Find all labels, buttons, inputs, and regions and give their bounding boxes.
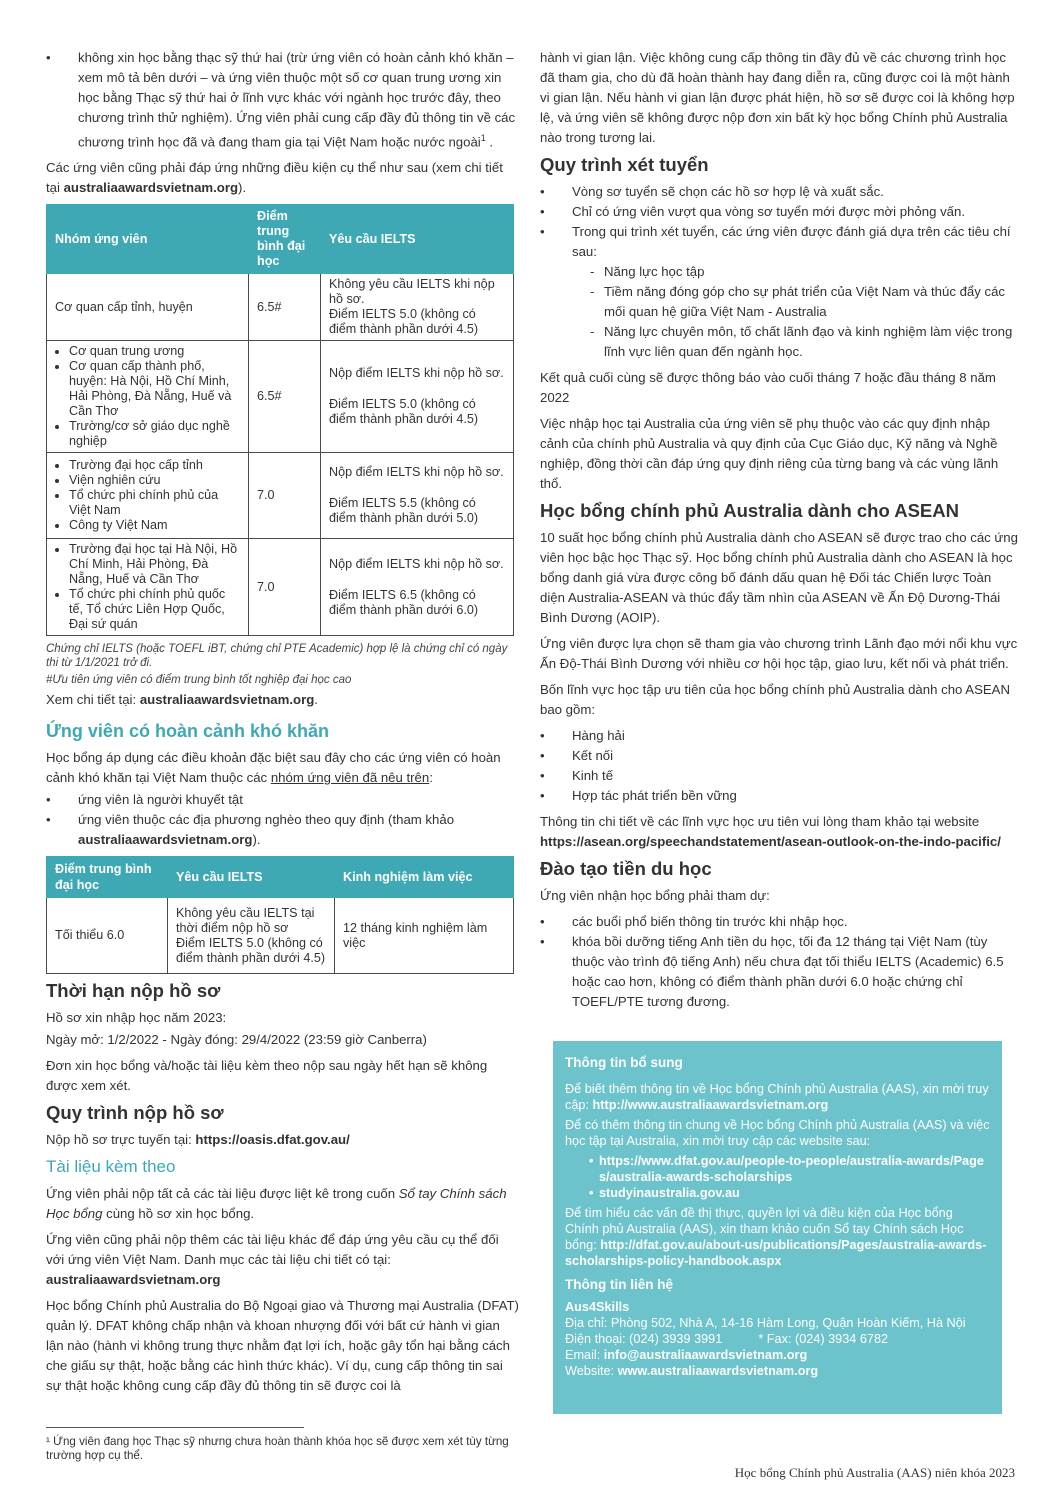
- study-link[interactable]: • studyinaustralia.gov.au: [589, 1185, 990, 1201]
- contact-address: Địa chỉ: Phòng 502, Nhà A, 14-16 Hàm Long, Quận Hoàn Kiếm, Hà Nội: [565, 1316, 966, 1330]
- list-item: - Tiềm năng đóng góp cho sự phát triển của Việt Nam và thúc đẩy các mối quan hệ giữa Việt Nam - Australia: [604, 282, 1018, 322]
- aas-link[interactable]: http://www.australiaawardsvietnam.org: [592, 1098, 829, 1112]
- right-column: [540, 48, 1018, 1012]
- selection-heading: Quy trình xét tuyển: [540, 154, 709, 175]
- list-item: • Trong qui trình xét tuyển, các ứng viên được đánh giá dựa trên các tiêu chí sau:: [540, 222, 1018, 262]
- list-item: • Vòng sơ tuyển sẽ chọn các hồ sơ hợp lệ và xuất sắc.: [540, 182, 1018, 202]
- handbook-link[interactable]: http://dfat.gov.au/about-us/publications/Pages/australia-awards-scholarships-policy-handbook.aspx: [565, 1238, 987, 1268]
- asean-fields-list: [540, 726, 1018, 806]
- result-text: Kết quả cuối cùng sẽ được thông báo vào cuối tháng 7 hoặc đầu tháng 8 năm 2022: [540, 370, 996, 405]
- contact-heading: Thông tin liên hệ: [565, 1277, 673, 1292]
- table-note: #Ưu tiên ứng viên có điểm trung bình tốt nghiệp đại học cao: [46, 674, 352, 687]
- table-row: Cơ quan cấp tỉnh, huyện 6.5# Không yêu cầu IELTS khi nộp hồ sơ. Điểm IELTS 5.0 (không có điểm thành phần dưới 4.5): [47, 274, 514, 341]
- hardship-intro: Học bổng áp dụng các điều khoản đặc biệt sau đây cho các ứng viên có hoàn cảnh khó khăn tại Việt Nam thuộc các nhóm ứng viên đã nêu trên:: [46, 750, 501, 786]
- contact-org: Aus4Skills: [565, 1300, 630, 1314]
- left-column: [46, 48, 520, 1402]
- table-row: • Trường đại học cấp tỉnh • Viện nghiên cứu • Tổ chức phi chính phủ của Việt Nam • Công ty Việt Nam 7.0 Nộp điểm IELTS khi nộp hồ sơ. Điểm IELTS 5.5 (không có điểm thành phần dưới 5.0): [47, 453, 514, 539]
- oasis-link[interactable]: https://oasis.dfat.gov.au/: [195, 1132, 350, 1148]
- info-box: [553, 1041, 1002, 1414]
- page-footer: Học bổng Chính phủ Australia (AAS) niên khóa 2023: [734, 1465, 1015, 1480]
- info-links: [565, 1153, 990, 1201]
- requirements-table: [46, 204, 514, 636]
- eligibility-list: [46, 48, 520, 152]
- predeparture-list: [540, 912, 1018, 1012]
- table-header: Điểm trung bình đại học: [249, 205, 321, 274]
- list-item: • Hàng hải: [540, 726, 1018, 746]
- asean-text: Thông tin chi tiết về các lĩnh vực học ưu tiên vui lòng tham khảo tại website: [540, 814, 980, 829]
- hardship-heading: Ứng viên có hoàn cảnh khó khăn: [46, 721, 329, 742]
- hardship-list: [46, 790, 520, 850]
- conditions-link[interactable]: australiaawardsvietnam.org: [63, 180, 239, 196]
- contact-phone: Điện thoại: (024) 3939 3991 * Fax: (024) 3934 6782: [565, 1332, 889, 1346]
- table-header: Yêu cầu IELTS: [168, 857, 335, 898]
- list-item: • Kinh tế: [540, 766, 1018, 786]
- selection-list: [540, 182, 1018, 262]
- info-text: Để biết thêm thông tin về Học bổng Chính phủ Australia (AAS), xin mời truy cập: http://www.australiaawardsvietnam.org: [565, 1082, 989, 1112]
- list-item: • các buổi phổ biến thông tin trước khi nhập học.: [540, 912, 1018, 932]
- list-item: • Chỉ có ứng viên vượt qua vòng sơ tuyển mới được mời phỏng vấn.: [540, 202, 1018, 222]
- documents-heading: Tài liệu kèm theo: [46, 1157, 176, 1177]
- footnote-divider: [46, 1427, 304, 1428]
- list-item: • ứng viên thuộc các địa phương nghèo theo quy định (tham khảo australiaawardsvietnam.org).: [46, 810, 520, 850]
- website-link[interactable]: www.australiaawardsvietnam.org: [617, 1364, 819, 1378]
- asean-text: Bốn lĩnh vực học tập ưu tiên của học bổng chính phủ Australia dành cho ASEAN bao gồm:: [540, 682, 1011, 717]
- asean-text: Ứng viên được lựa chọn sẽ tham gia vào chương trình Lãnh đạo mới nổi khu vực Ấn Độ-Thái Bình Dương với nhiều cơ hội học tập, giao lưu, kết nối và phát triển.: [540, 636, 1018, 671]
- fraud-text: Học bổng Chính phủ Australia do Bộ Ngoại giao và Thương mại Australia (DFAT) quản lý. DFAT không chấp nhận và khoan nhượng đối với bất cứ hành vi gian lận nào (hành vi không trung thực nhằm đạt lợi ích, hoặc gây tổn hại bằng cách che giấu sự thật, hoặc bằng các hình thức khác). Ví dụ, cung cấp thông tin sai sự thật hoặc không cung cấp đầy đủ thông tin sẽ được coi là: [46, 1298, 519, 1394]
- list-item: • Kết nối: [540, 746, 1018, 766]
- submit-text: Nộp hồ sơ trực tuyến tại: https://oasis.dfat.gov.au/: [46, 1132, 350, 1148]
- contact-email: Email: info@australiaawardsvietnam.org: [565, 1348, 808, 1362]
- submit-heading: Quy trình nộp hồ sơ: [46, 1102, 224, 1124]
- list-item: • ứng viên là người khuyết tật: [46, 790, 520, 810]
- see-more: Xem chi tiết tại: australiaawardsvietnam.org.: [46, 692, 318, 708]
- table-row: Tối thiểu 6.0 Không yêu cầu IELTS tại thời điểm nộp hồ sơ Điểm IELTS 5.0 (không có điểm thành phần dưới 4.5) 12 tháng kinh nghiệm làm việc: [47, 898, 514, 974]
- documents-link[interactable]: australiaawardsvietnam.org: [46, 1272, 221, 1288]
- table-header: Yêu cầu IELTS: [321, 205, 514, 274]
- deadline-text: Hồ sơ xin nhập học năm 2023:: [46, 1010, 227, 1026]
- info-text: Để tìm hiểu các vấn đề thị thực, quyền lợi và điều kiện của Học bổng Chính phủ Australia (AAS), xin tham khảo cuốn Sổ tay Chính sách Học bổng: http://dfat.gov.au/about-us/publications/Pages/australia-awards-scholarships-policy-handbook.aspx: [565, 1206, 987, 1268]
- documents-text: Ứng viên phải nộp tất cả các tài liệu được liệt kê trong cuốn Sổ tay Chính sách Học bổng cùng hồ sơ xin học bổng.: [46, 1186, 507, 1222]
- predeparture-heading: Đào tạo tiền du học: [540, 858, 712, 879]
- fraud-text-cont: hành vi gian lận. Việc không cung cấp thông tin đầy đủ về các chương trình học đã tham gia, cho dù đã hoàn thành hay đang diễn ra, cũng được coi là một hành vi gian lận. Nếu hành vi gian lận được phát hiện, hồ sơ sẽ được coi là không hợp lệ, và ứng viên sẽ không được nộp đơn xin bất kỳ học bổng Chính phủ Australia nào trong tương lai.: [540, 50, 1015, 145]
- contact-website: Website: www.australiaawardsvietnam.org: [565, 1364, 819, 1378]
- deadline-note: Đơn xin học bổng và/hoặc tài liệu kèm theo nộp sau ngày hết hạn sẽ không được xem xét.: [46, 1058, 488, 1094]
- info-text: Để có thêm thông tin chung về Học bổng Chính phủ Australia (AAS) và việc học tập tại Australia, xin mời truy cập các website sau:: [565, 1118, 990, 1148]
- table-header: Điểm trung bình đại học: [47, 857, 168, 898]
- table-header: Nhóm ứng viên: [47, 205, 249, 274]
- asean-link[interactable]: https://asean.org/speechandstatement/asean-outlook-on-the-indo-pacific/: [540, 834, 1001, 849]
- list-item: • khóa bồi dưỡng tiếng Anh tiền du học, tối đa 12 tháng tại Việt Nam (tùy thuộc vào trình độ tiếng Anh) nếu chưa đạt tối thiểu IELTS (Academic) 6.5 hoặc cao hơn, không có điểm thành phần dưới 6.0 hoặc chứng chỉ TOEFL/PTE tương đương.: [540, 932, 1018, 1012]
- documents-text: Ứng viên cũng phải nộp thêm các tài liệu khác để đáp ứng yêu cầu cụ thể đối với ứng viên Việt Nam. Danh mục các tài liệu chi tiết có tại:: [46, 1232, 499, 1268]
- hardship-link[interactable]: australiaawardsvietnam.org: [78, 832, 253, 848]
- email-link[interactable]: info@australiaawardsvietnam.org: [603, 1348, 808, 1362]
- asean-heading: Học bổng chính phủ Australia dành cho ASEAN: [540, 500, 959, 521]
- footnote: ¹ Ứng viên đang học Thạc sỹ nhưng chưa hoàn thành khóa học sẽ được xem xét tùy từng trường hợp cụ thể.: [46, 1435, 509, 1462]
- see-more-link[interactable]: australiaawardsvietnam.org: [139, 692, 315, 708]
- conditions-intro: Các ứng viên cũng phải đáp ứng những điều kiện cụ thể như sau (xem chi tiết tại australiaawardsvietnam.org).: [46, 160, 503, 196]
- asean-text: 10 suất học bổng chính phủ Australia dành cho ASEAN sẽ được trao cho các ứng viên học bậc học Thạc sỹ. Học bổng chính phủ Australia dành cho ASEAN là học bổng danh giá vừa được công bố đánh dấu quan hệ Đối tác Chiến lược Toàn diện Australia-ASEAN và thúc đẩy tầm nhìn của ASEAN về Ấn Độ Dương-Thái Bình Dương (AOIP).: [540, 530, 1018, 625]
- list-item: - Năng lực học tập: [604, 262, 1018, 282]
- list-item: • không xin học bằng thạc sỹ thứ hai (trừ ứng viên có hoàn cảnh khó khăn – xem mô tả bên dưới – và ứng viên thuộc một số cơ quan trung ương xin học bằng Thạc sỹ thứ hai ở lĩnh vực khác với ngành học trước đây, theo chương trình thử nghiệm). Ứng viên phải cung cấp đầy đủ thông tin về các chương trình học đã và đang tham gia tại Việt Nam hoặc nước ngoài$^1$ .: [46, 48, 520, 152]
- footnote-marker[interactable]: 1: [480, 133, 486, 143]
- criteria-list: [540, 262, 1018, 362]
- entry-text: Việc nhập học tại Australia của ứng viên sẽ phụ thuộc vào các quy định nhập cảnh của chính phủ Australia và quy định của Cục Giáo dục, Kỹ năng và Nghề nghiệp, đồng thời cần đáp ứng quy định riêng của từng bang và các vùng lãnh thổ.: [540, 416, 999, 491]
- list-item: - Năng lực chuyên môn, tố chất lãnh đạo và kinh nghiệm làm việc trong lĩnh vực liên quan đến ngành học.: [604, 322, 1018, 362]
- table-header: Kinh nghiệm làm việc: [335, 857, 514, 898]
- deadline-heading: Thời hạn nộp hồ sơ: [46, 980, 221, 1002]
- dfat-link[interactable]: • https://www.dfat.gov.au/people-to-people/australia-awards/Pages/australia-awards-scholarships: [589, 1153, 990, 1185]
- table-note: Chứng chỉ IELTS (hoặc TOEFL iBT, chứng chỉ PTE Academic) hợp lệ là chứng chỉ có ngày thi từ 1/1/2021 trở đi.: [46, 643, 508, 670]
- deadline-dates: Ngày mở: 1/2/2022 - Ngày đóng: 29/4/2022 (23:59 giờ Canberra): [46, 1032, 427, 1048]
- table-row: • Trường đại học tại Hà Nội, Hồ Chí Minh, Hải Phòng, Đà Nẵng, Huế và Cần Thơ • Tổ chức phi chính phủ quốc tế, Tổ chức Liên Hợp Quốc, Đại sứ quán 7.0 Nộp điểm IELTS khi nộp hồ sơ. Điểm IELTS 6.5 (không có điểm thành phần dưới 6.0): [47, 539, 514, 636]
- list-item: • Hợp tác phát triển bền vững: [540, 786, 1018, 806]
- info-heading: Thông tin bổ sung: [565, 1055, 683, 1070]
- table-row: • Cơ quan trung ương • Cơ quan cấp thành phố, huyện: Hà Nội, Hồ Chí Minh, Hải Phòng, Đà Nẵng, Huế và Cần Thơ • Trường/cơ sở giáo dục nghề nghiệp 6.5# Nộp điểm IELTS khi nộp hồ sơ. Điểm IELTS 5.0 (không có điểm thành phần dưới 4.5): [47, 341, 514, 453]
- hardship-table: [46, 856, 514, 974]
- predeparture-intro: Ứng viên nhận học bổng phải tham dự:: [540, 888, 770, 903]
